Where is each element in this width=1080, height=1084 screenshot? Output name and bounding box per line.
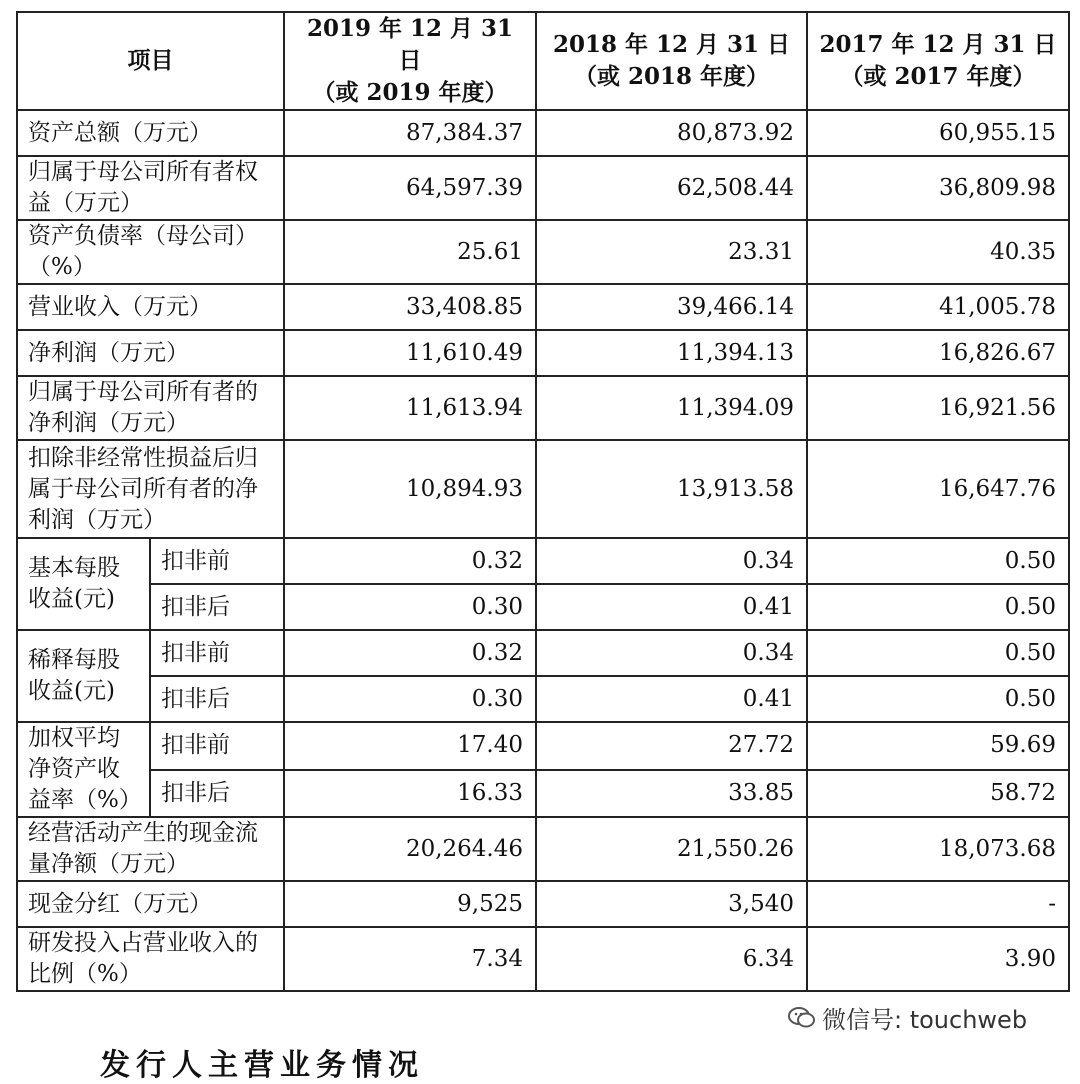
- cell-value: 0.41: [536, 584, 807, 630]
- cell-value: 39,466.14: [536, 284, 807, 330]
- cell-value: 0.41: [536, 676, 807, 722]
- cell-value: 60,955.15: [807, 110, 1069, 156]
- sub-label: 扣非后: [150, 676, 284, 722]
- cell-value: 0.50: [807, 676, 1069, 722]
- cell-value: 3,540: [536, 881, 807, 927]
- sub-label: 扣非后: [150, 584, 284, 630]
- financial-table: [16, 11, 1070, 992]
- table-row: [17, 722, 1069, 770]
- cell-value: 0.32: [284, 538, 536, 584]
- sub-label: 扣非前: [150, 538, 284, 584]
- cell-value: 13,913.58: [536, 440, 807, 538]
- cell-value: 10,894.93: [284, 440, 536, 538]
- table-row: [17, 770, 1069, 818]
- cell-value: 3.90: [807, 927, 1069, 991]
- table-row: [17, 110, 1069, 156]
- table-row: [17, 284, 1069, 330]
- watermark-text: 微信号: touchweb: [822, 1006, 1028, 1034]
- cell-value: 62,508.44: [536, 156, 807, 220]
- table-row: [17, 881, 1069, 927]
- cell-value: 0.50: [807, 584, 1069, 630]
- cell-value: 16,647.76: [807, 440, 1069, 538]
- section-heading: 发行人主营业务情况: [100, 1048, 424, 1083]
- wechat-icon: [788, 1007, 816, 1029]
- cell-value: 25.61: [284, 220, 536, 284]
- cell-value: 6.34: [536, 927, 807, 991]
- cell-value: 64,597.39: [284, 156, 536, 220]
- header-item: 项目: [17, 12, 284, 110]
- cell-value: 16.33: [284, 770, 536, 818]
- cell-value: 58.72: [807, 770, 1069, 818]
- sub-label: 扣非后: [150, 770, 284, 818]
- cell-value: 11,394.09: [536, 376, 807, 440]
- cell-value: -: [807, 881, 1069, 927]
- row-label: 资产总额（万元）: [17, 110, 284, 156]
- cell-value: 41,005.78: [807, 284, 1069, 330]
- cell-value: 7.34: [284, 927, 536, 991]
- cell-value: 16,921.56: [807, 376, 1069, 440]
- cell-value: 40.35: [807, 220, 1069, 284]
- row-label: 归属于母公司所有者的净利润（万元）: [17, 376, 284, 440]
- cell-value: 36,809.98: [807, 156, 1069, 220]
- cell-value: 27.72: [536, 722, 807, 770]
- cell-value: 21,550.26: [536, 817, 807, 881]
- watermark: [788, 1000, 1027, 1035]
- row-label: 资产负债率（母公司）（%）: [17, 220, 284, 284]
- cell-value: 11,610.49: [284, 330, 536, 376]
- cell-value: 0.32: [284, 630, 536, 676]
- table-row: [17, 817, 1069, 881]
- row-label: 净利润（万元）: [17, 330, 284, 376]
- cell-value: 80,873.92: [536, 110, 807, 156]
- sub-label: 扣非前: [150, 722, 284, 770]
- table-row: [17, 440, 1069, 538]
- cell-value: 23.31: [536, 220, 807, 284]
- row-label: 现金分红（万元）: [17, 881, 284, 927]
- table-row: [17, 584, 1069, 630]
- row-group-label: 稀释每股收益(元): [17, 630, 150, 722]
- cell-value: 59.69: [807, 722, 1069, 770]
- table-row: [17, 220, 1069, 284]
- header-col-2017: 2017 年 12 月 31 日 （或 2017 年度）: [807, 12, 1069, 110]
- table-row: [17, 676, 1069, 722]
- header-col-2019: 2019 年 12 月 31 日 （或 2019 年度）: [284, 12, 536, 110]
- table-row: [17, 376, 1069, 440]
- cell-value: 11,613.94: [284, 376, 536, 440]
- cell-value: 18,073.68: [807, 817, 1069, 881]
- cell-value: 9,525: [284, 881, 536, 927]
- cell-value: 87,384.37: [284, 110, 536, 156]
- row-label: 经营活动产生的现金流量净额（万元）: [17, 817, 284, 881]
- row-label: 归属于母公司所有者权益（万元）: [17, 156, 284, 220]
- row-group-label: 加权平均净资产收益率（%）: [17, 722, 150, 817]
- table-row: [17, 330, 1069, 376]
- cell-value: 16,826.67: [807, 330, 1069, 376]
- row-label: 扣除非经常性损益后归属于母公司所有者的净利润（万元）: [17, 440, 284, 538]
- cell-value: 33,408.85: [284, 284, 536, 330]
- table-header-row: [17, 12, 1069, 110]
- cell-value: 0.50: [807, 630, 1069, 676]
- header-col-2018: 2018 年 12 月 31 日 （或 2018 年度）: [536, 12, 807, 110]
- cell-value: 33.85: [536, 770, 807, 818]
- cell-value: 0.34: [536, 538, 807, 584]
- table-row: [17, 156, 1069, 220]
- cell-value: 17.40: [284, 722, 536, 770]
- sub-label: 扣非前: [150, 630, 284, 676]
- cell-value: 20,264.46: [284, 817, 536, 881]
- table-row: [17, 538, 1069, 584]
- table-row: [17, 630, 1069, 676]
- row-label: 营业收入（万元）: [17, 284, 284, 330]
- row-group-label: 基本每股收益(元): [17, 538, 150, 630]
- cell-value: 0.50: [807, 538, 1069, 584]
- row-label: 研发投入占营业收入的比例（%）: [17, 927, 284, 991]
- cell-value: 0.30: [284, 584, 536, 630]
- cell-value: 11,394.13: [536, 330, 807, 376]
- cell-value: 0.30: [284, 676, 536, 722]
- table-row: [17, 927, 1069, 991]
- cell-value: 0.34: [536, 630, 807, 676]
